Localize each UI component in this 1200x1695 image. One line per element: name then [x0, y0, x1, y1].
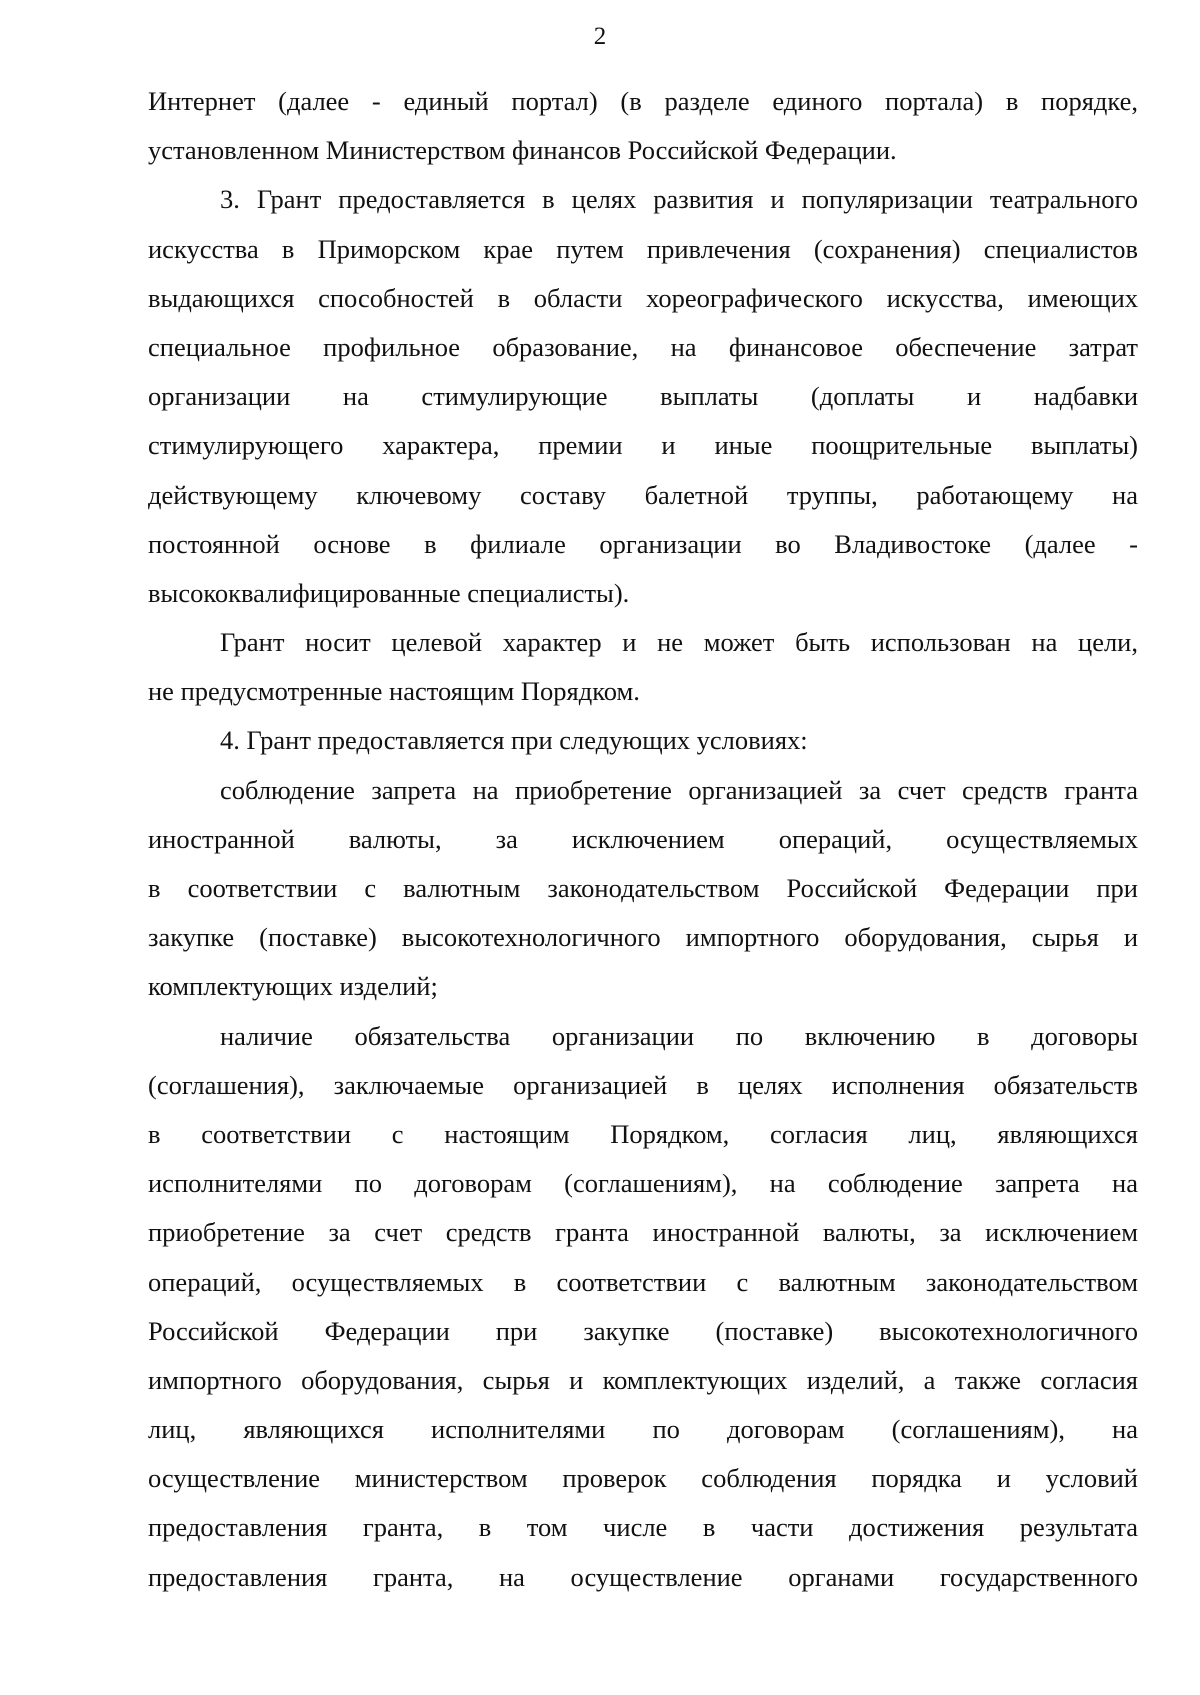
- text-line: закупке (поставке) высокотехнологичного импортного оборудования, сырья и: [148, 922, 1138, 953]
- text-line: выдающихся способностей в области хореографического искусства, имеющих: [148, 282, 1138, 313]
- text-line: высококвалифицированные специалисты).: [148, 577, 630, 608]
- text-line: не предусмотренные настоящим Порядком.: [148, 676, 640, 707]
- text-line: осуществление министерством проверок соблюдения порядка и условий: [148, 1463, 1138, 1494]
- text-line: организации на стимулирующие выплаты (доплаты и надбавки: [148, 381, 1138, 412]
- text-line: 3. Грант предоставляется в целях развития и популяризации театрального: [220, 184, 1138, 215]
- document-body: [148, 77, 1138, 1602]
- text-line: приобретение за счет средств гранта иностранной валюты, за исключением: [148, 1217, 1138, 1248]
- text-line: иностранной валюты, за исключением операций, осуществляемых: [148, 823, 1138, 854]
- text-line: предоставления гранта, в том числе в части достижения результата: [148, 1512, 1138, 1543]
- text-line: искусства в Приморском крае путем привлечения (сохранения) специалистов: [148, 233, 1138, 264]
- text-line: Грант носит целевой характер и не может быть использован на цели,: [220, 627, 1138, 658]
- text-line: лиц, являющихся исполнителями по договорам (соглашениям), на: [148, 1414, 1138, 1445]
- text-line: Российской Федерации при закупке (поставке) высокотехнологичного: [148, 1315, 1138, 1346]
- text-line: предоставления гранта, на осуществление органами государственного: [148, 1561, 1138, 1592]
- text-line: постоянной основе в филиале организации во Владивостоке (далее -: [148, 528, 1138, 559]
- text-line: установленном Министерством финансов Российской Федерации.: [148, 135, 897, 166]
- text-line: исполнителями по договорам (соглашениям), на соблюдение запрета на: [148, 1168, 1138, 1199]
- text-line: в соответствии с валютным законодательством Российской Федерации при: [148, 873, 1138, 903]
- text-line: Интернет (далее - единый портал) (в разделе единого портала) в порядке,: [148, 86, 1138, 116]
- text-line: импортного оборудования, сырья и комплектующих изделий, а также согласия: [148, 1364, 1138, 1395]
- text-line: соблюдение запрета на приобретение организацией за счет средств гранта: [220, 774, 1138, 805]
- text-line: специальное профильное образование, на финансовое обеспечение затрат: [148, 331, 1138, 362]
- text-line: операций, осуществляемых в соответствии с валютным законодательством: [148, 1266, 1138, 1297]
- text-line: наличие обязательства организации по включению в договоры: [220, 1020, 1138, 1051]
- text-line: действующему ключевому составу балетной труппы, работающему на: [148, 479, 1138, 510]
- text-line: (соглашения), заключаемые организацией в целях исполнения обязательств: [148, 1069, 1138, 1100]
- text-line: в соответствии с настоящим Порядком, согласия лиц, являющихся: [148, 1118, 1138, 1149]
- text-line: стимулирующего характера, премии и иные поощрительные выплаты): [148, 430, 1138, 461]
- text-line: комплектующих изделий;: [148, 971, 438, 1002]
- text-line: 4. Грант предоставляется при следующих условиях:: [220, 725, 808, 756]
- page-number: 2: [593, 23, 607, 50]
